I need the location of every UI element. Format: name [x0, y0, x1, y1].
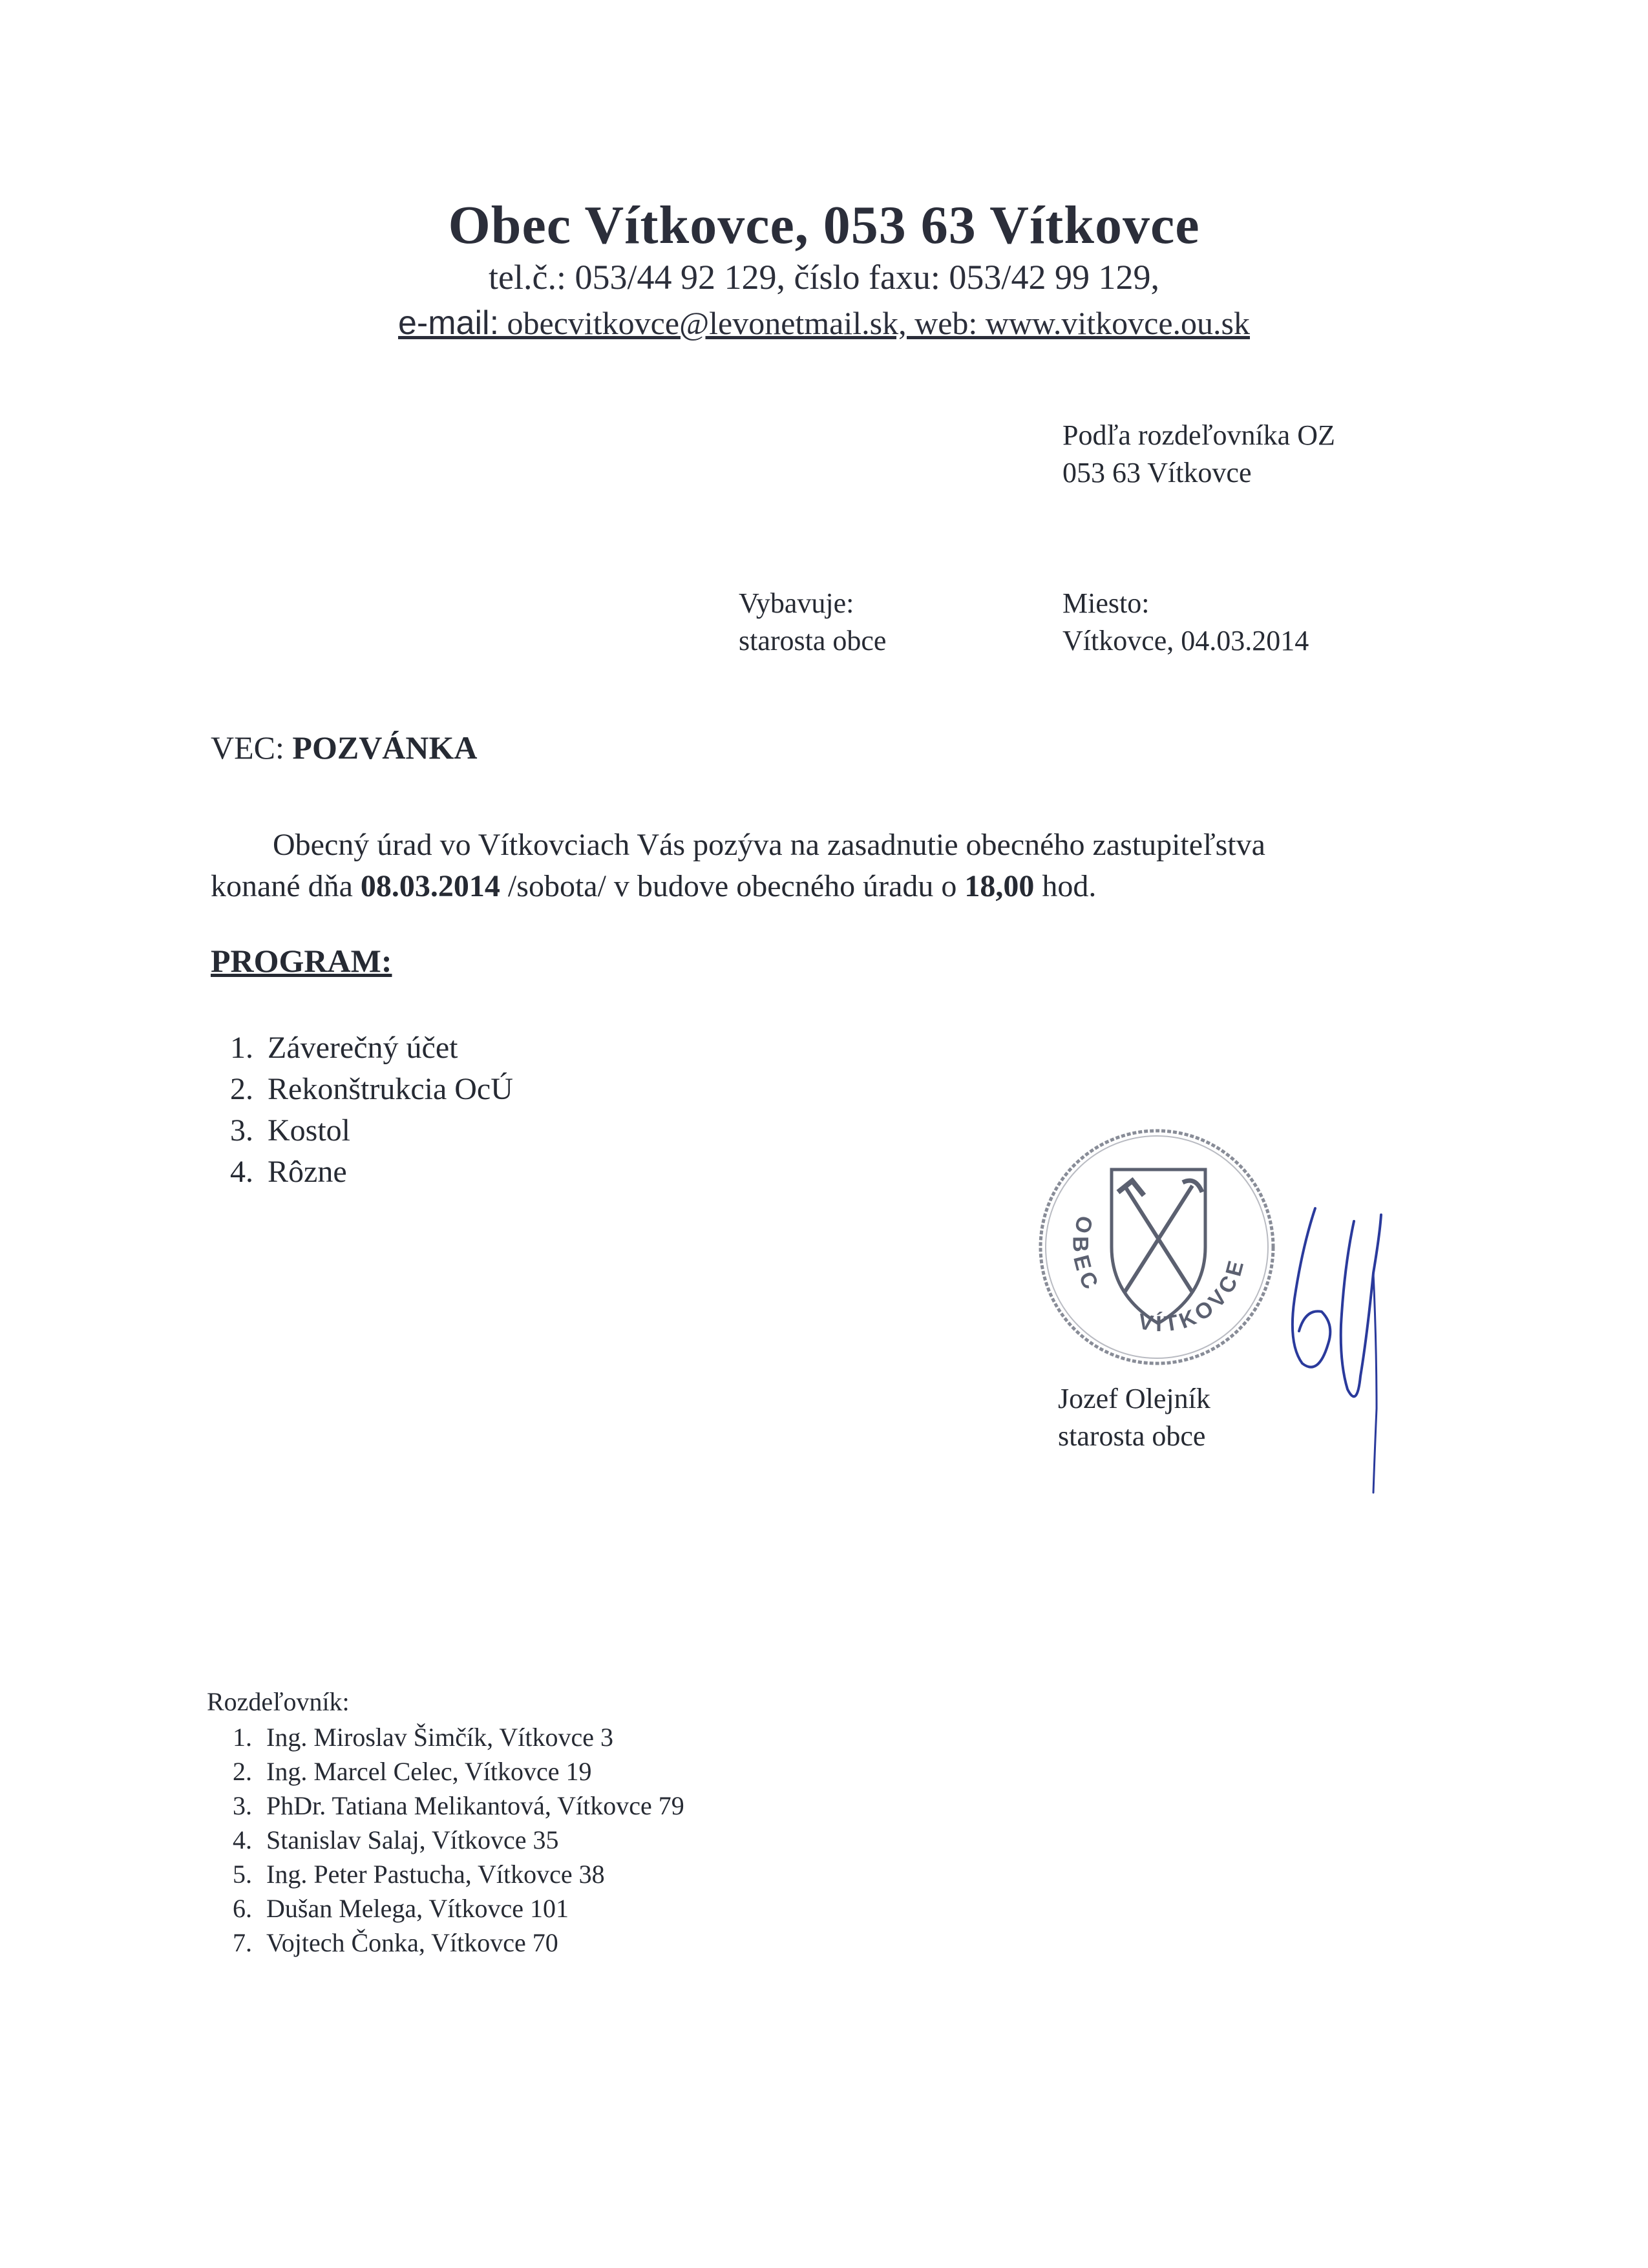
- coat-of-arms-shield: [1112, 1170, 1205, 1323]
- program-list: [211, 1027, 513, 1193]
- official-stamp: [1028, 1118, 1286, 1376]
- place-value: Vítkovce, 04.03.2014: [1062, 625, 1309, 656]
- recipient-block: [1062, 417, 1335, 492]
- program-item: 3. Kostol: [230, 1113, 351, 1148]
- recipient-line-1: Podľa rozdeľovníka OZ: [1062, 419, 1335, 451]
- meeting-date: 08.03.2014: [360, 869, 500, 903]
- body-text-b: /sobota/ v budove obecného úradu o: [500, 869, 965, 903]
- sender-label: Vybavuje:: [739, 587, 854, 619]
- distribution-heading: Rozdeľovník:: [207, 1687, 350, 1716]
- distribution-item: 1. Ing. Miroslav Šimčík, Vítkovce 3: [233, 1723, 613, 1752]
- subject-prefix: VEC:: [211, 730, 293, 766]
- sender-block: [739, 585, 886, 660]
- recipient-line-2: 053 63 Vítkovce: [1062, 457, 1252, 488]
- email-web-text: obecvitkovce@levonetmail.sk, web: www.vitkovce.ou.sk: [499, 305, 1251, 341]
- distribution-item: 5. Ing. Peter Pastucha, Vítkovce 38: [233, 1860, 605, 1889]
- signatory-role: starosta obce: [1058, 1420, 1206, 1452]
- body-line-2: [211, 866, 1503, 907]
- stamp-text-left: OBEC: [1068, 1213, 1106, 1298]
- signatory-block: [1058, 1380, 1210, 1455]
- program-item: 1. Záverečný účet: [230, 1031, 458, 1065]
- distribution-item: 3. PhDr. Tatiana Melikantová, Vítkovce 79: [233, 1791, 684, 1820]
- place-label: Miesto:: [1062, 587, 1150, 619]
- email-label: e-mail:: [397, 304, 500, 342]
- invitation-body: [211, 824, 1503, 907]
- program-item: 4. Rôzne: [230, 1155, 347, 1189]
- distribution-item: 6. Dušan Melega, Vítkovce 101: [233, 1894, 569, 1923]
- subject-line: [211, 729, 478, 766]
- body-text-c: hod.: [1034, 869, 1097, 903]
- signatory-name: Jozef Olejník: [1058, 1383, 1210, 1414]
- sender-value: starosta obce: [739, 625, 887, 656]
- letterhead-contact: tel.č.: 053/44 92 129, číslo faxu: 053/42 99 129,: [489, 258, 1159, 297]
- distribution-item: 2. Ing. Marcel Celec, Vítkovce 19: [233, 1757, 592, 1786]
- place-block: [1062, 585, 1309, 660]
- program-heading: PROGRAM:: [211, 943, 392, 979]
- distribution-item: 4. Stanislav Salaj, Vítkovce 35: [233, 1825, 559, 1854]
- stamp-text-right: VÍTKOVCE: [1136, 1254, 1250, 1337]
- program-item: 2. Rekonštrukcia OcÚ: [230, 1072, 513, 1106]
- letterhead-email-web: [0, 304, 1648, 342]
- body-text-a: konané dňa: [211, 869, 361, 903]
- distribution-item: 7. Vojtech Čonka, Vítkovce 70: [233, 1928, 558, 1957]
- letterhead-title: Obec Vítkovce, 053 63 Vítkovce: [448, 195, 1200, 255]
- handwritten-signature: [1276, 1195, 1412, 1499]
- distribution-list: [207, 1720, 684, 1960]
- body-line-1: Obecný úrad vo Vítkovciach Vás pozýva na zasadnutie obecného zastupiteľstva: [273, 828, 1265, 862]
- meeting-time: 18,00: [964, 869, 1035, 903]
- subject-title: POZVÁNKA: [292, 730, 478, 766]
